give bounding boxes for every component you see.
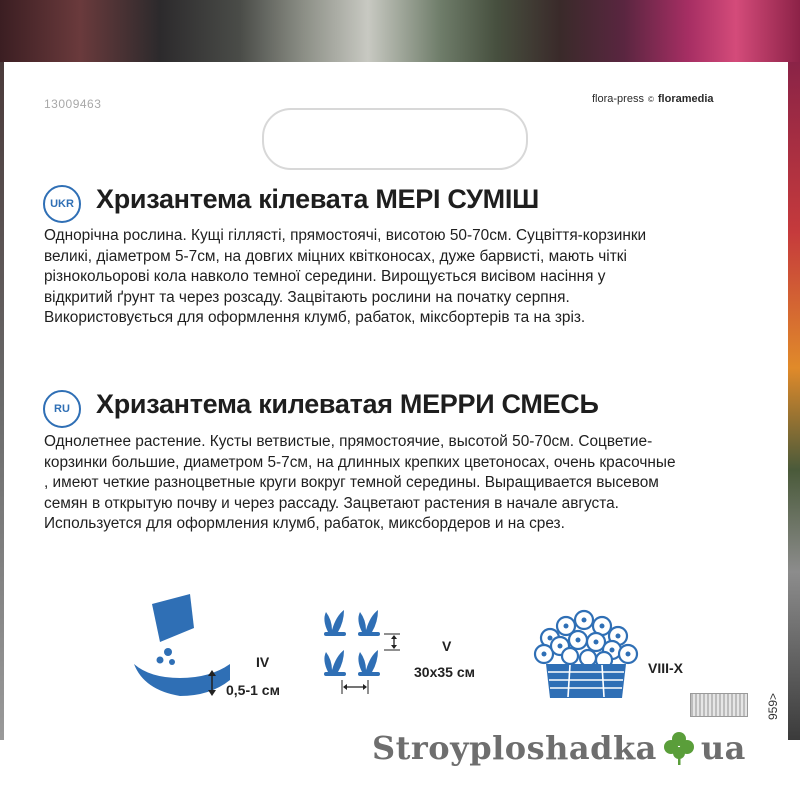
site-watermark — [372, 729, 746, 767]
description-ru — [44, 432, 756, 535]
hanger-slot — [262, 108, 528, 170]
ukr-badge: UKR — [43, 185, 81, 223]
sowing-month: IV — [256, 654, 270, 670]
flowering-planter-icon — [530, 598, 642, 702]
desc-ru-line: семян в открытую почву и через рассаду. Зацветают растения в начале августа. — [44, 494, 619, 512]
credit-floramedia: floramedia — [657, 93, 714, 105]
credit-flora-press: flora-press — [592, 93, 644, 105]
planting-spacing-icon — [318, 606, 410, 698]
planting-spacing: 30x35 см — [414, 664, 475, 680]
desc-ukr-line: Використовується для оформлення клумб, рабаток, міксбортерів та на зріз. — [44, 309, 586, 326]
title-ru: Хризантема килеватая МЕРРИ СМЕСЬ — [96, 389, 599, 419]
product-code: 13009463 — [44, 97, 102, 111]
desc-ukr-line: відкритий ґрунт та через розсаду. Зацвітають рослини на початку серпня. — [44, 288, 570, 306]
batch-stamp — [690, 693, 748, 717]
depth-arrow-icon — [205, 670, 219, 696]
desc-ukr-line: великі, діаметром 5-7см, на довгих міцних квітконосах, дуже барвисті, мають чіткі — [44, 247, 627, 265]
desc-ru-line: Используется для оформления клумб, рабаток, миксбордеров и на срез. — [44, 515, 565, 532]
ru-badge: RU — [43, 390, 81, 428]
watermark-left: Stroyploshadka — [372, 729, 657, 767]
desc-ru-line: корзинки большие, диаметром 5-7см, на длинных крепких цветоносах, очень красочные — [44, 453, 676, 471]
flowering-months: VIII-X — [648, 660, 684, 676]
description-ukr — [44, 226, 756, 329]
cultivation-icons — [0, 590, 800, 710]
desc-ru-line: Однолетнее растение. Кусты ветвистые, прямостоячие, высотой 50-70см. Соцветие- — [44, 433, 653, 450]
credit-separator: © — [647, 94, 654, 104]
barcode-digits: 959> — [766, 692, 780, 720]
clover-icon — [659, 731, 699, 765]
title-ukr: Хризантема кілевата МЕРІ СУМІШ — [96, 184, 539, 214]
desc-ru-line: , имеют четкие разноцветные круги вокруг темной середины. Выращивается высевом — [44, 474, 659, 491]
top-photo-strip — [0, 0, 800, 62]
desc-ukr-line: різнокольорові кола навколо темної середини. Вирощується висівом насіння у — [44, 268, 606, 285]
photo-credit — [592, 93, 714, 105]
sowing-depth: 0,5-1 см — [226, 682, 280, 698]
desc-ukr-line: Однорічна рослина. Кущі гіллясті, прямостоячі, висотою 50-70см. Суцвіття-корзинки — [44, 227, 647, 244]
planting-month: V — [442, 638, 452, 654]
sowing-icon — [130, 594, 240, 704]
watermark-right: ua — [700, 729, 746, 767]
